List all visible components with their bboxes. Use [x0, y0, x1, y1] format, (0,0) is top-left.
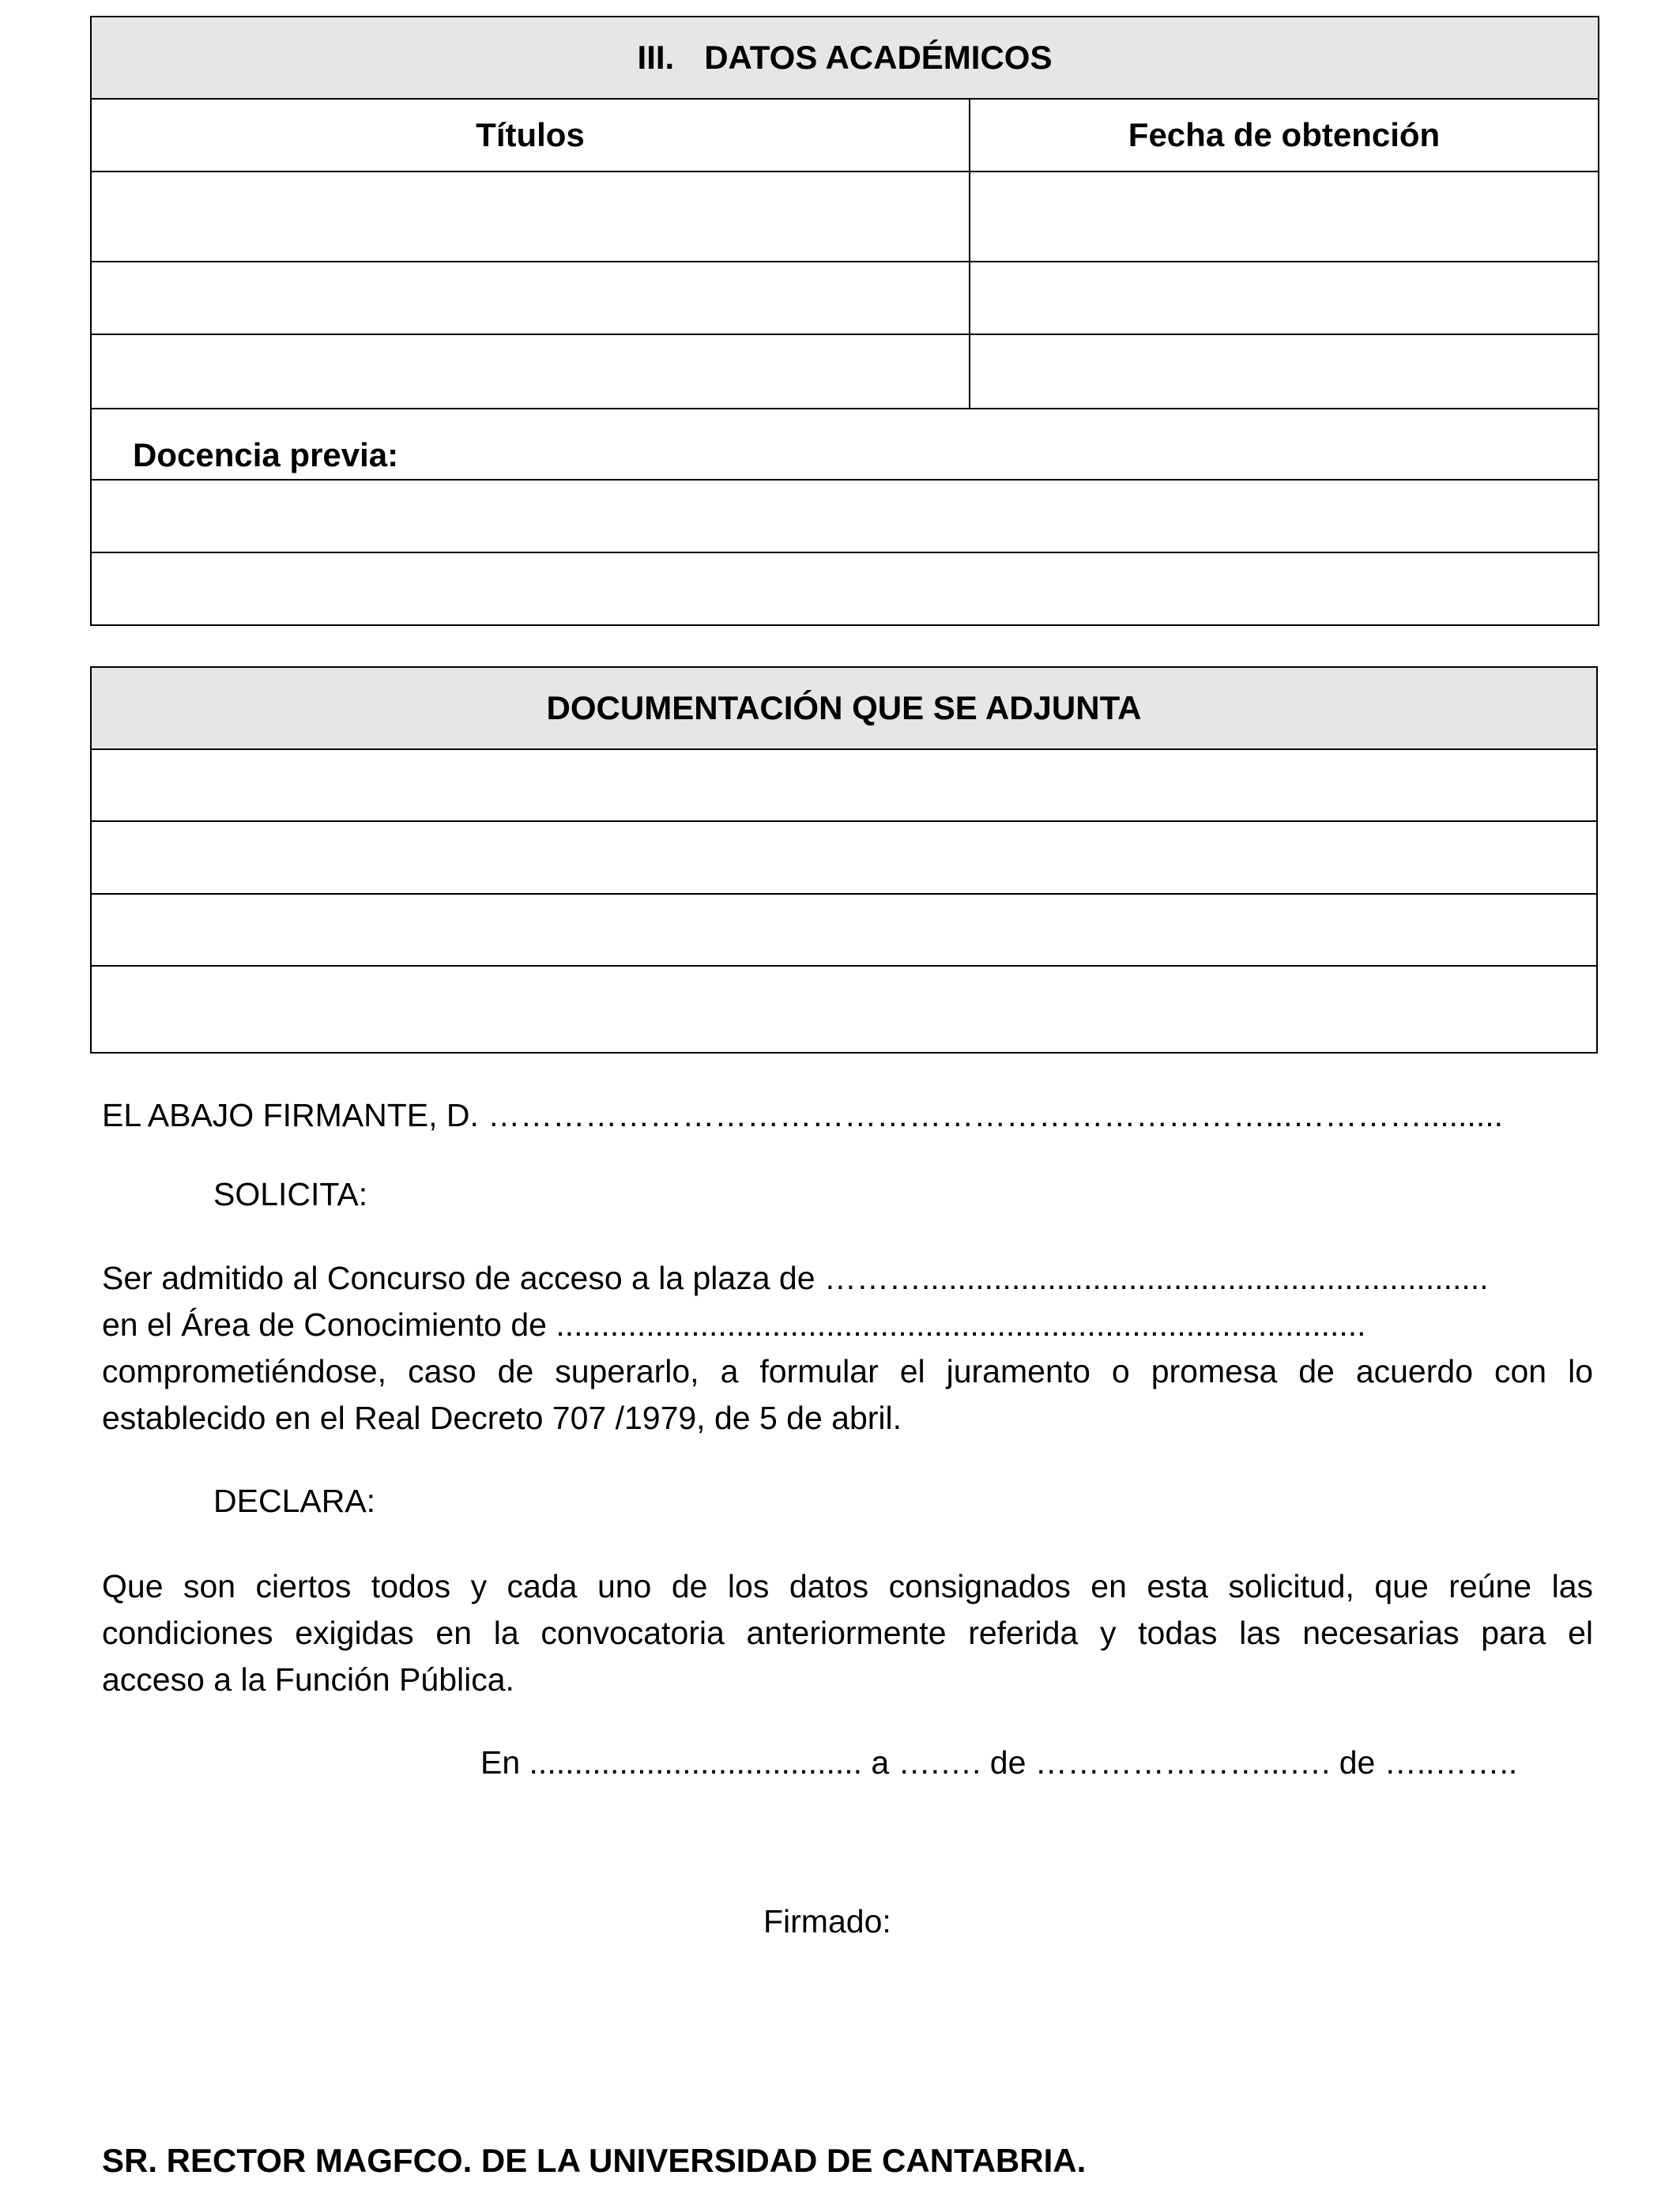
declare-line-3: acceso a la Función Pública. [102, 1661, 514, 1698]
previous-teaching-field-1[interactable] [91, 480, 1599, 552]
declare-line-1: Que son ciertos todos y cada uno de los datos consignados en esta solicitud, que reúne las [102, 1568, 1593, 1604]
request-line-1: Ser admitido al Concurso de acceso a la plaza de ………............................................................... [102, 1260, 1489, 1296]
place-and-date-line: En ..................................... a ….…. de …………………...…. de …..…….. [480, 1744, 1518, 1781]
undersigned-line: EL ABAJO FIRMANTE, D. ………………………………………………………………...…………......... [102, 1097, 1503, 1133]
request-line-3: comprometiéndose, caso de superarlo, a formular el juramento o promesa de acuerdo con lo [102, 1353, 1593, 1389]
request-line-2: en el Área de Conocimiento de .......................................................................................... [102, 1306, 1366, 1343]
table-row [91, 894, 1597, 966]
date-obtained-column-header: Fecha de obtención [970, 99, 1599, 172]
declare-line-2: condiciones exigidas en la convocatoria anteriormente referida y todas las necesarias para el [102, 1615, 1593, 1651]
table-row [91, 262, 1599, 334]
date-field-1[interactable] [970, 172, 1599, 262]
table-row [91, 966, 1597, 1053]
title-field-1[interactable] [91, 172, 970, 262]
academic-data-title: DATOS ACADÉMICOS [704, 39, 1053, 76]
academic-data-table [90, 16, 1599, 626]
date-field-3[interactable] [970, 334, 1599, 409]
table-row [91, 172, 1599, 262]
document-field-4[interactable] [91, 966, 1597, 1053]
requests-label: SOLICITA: [213, 1176, 368, 1212]
document-field-3[interactable] [91, 894, 1597, 966]
table-row [91, 334, 1599, 409]
document-field-2[interactable] [91, 821, 1597, 894]
previous-teaching-field-2[interactable] [91, 552, 1599, 625]
attached-documents-table [90, 666, 1598, 1054]
titles-column-header: Títulos [91, 99, 970, 172]
request-line-4: establecido en el Real Decreto 707 /1979, de 5 de abril. [102, 1400, 902, 1436]
date-field-2[interactable] [970, 262, 1599, 334]
declares-label: DECLARA: [213, 1483, 376, 1519]
addressee: SR. RECTOR MAGFCO. DE LA UNIVERSIDAD DE CANTABRIA. [102, 2142, 1087, 2179]
title-field-3[interactable] [91, 334, 970, 409]
table-row [91, 480, 1599, 552]
title-field-2[interactable] [91, 262, 970, 334]
academic-data-header [91, 17, 1599, 99]
attached-documents-header: DOCUMENTACIÓN QUE SE ADJUNTA [91, 667, 1597, 749]
table-row [91, 749, 1597, 821]
section-number: III. [637, 39, 675, 76]
previous-teaching-label: Docencia previa: [91, 409, 1599, 480]
table-row [91, 821, 1597, 894]
signed-label: Firmado: [763, 1903, 891, 1940]
document-field-1[interactable] [91, 749, 1597, 821]
table-row [91, 552, 1599, 625]
